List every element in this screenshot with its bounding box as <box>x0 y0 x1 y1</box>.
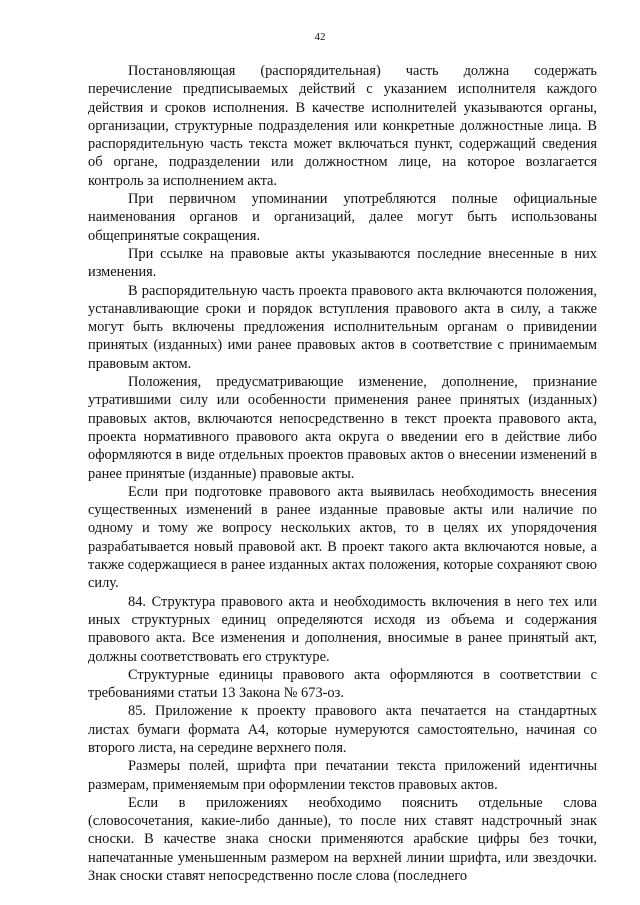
paragraph-amendments: Положения, предусматривающие изменение, дополнение, признание утратившими силу или особенности применения ранее принятых (изданных) правовых актов, включаются непосредственно в текст проекта правового акта, проекта нормативного правового акта округа о введении его в действие либо оформляются в виде отдельных проектов правовых актов о внесении изменений в ранее принятые (изданные) правовые акты. <box>88 374 597 482</box>
paragraph-legal-references: При ссылке на правовые акты указываются последние внесенные в них изменения. <box>88 245 597 281</box>
paragraph-margins-fonts: Размеры полей, шрифта при печатании текста приложений идентичны размерам, применяемым при оформлении текстов правовых актов. <box>88 758 597 793</box>
paragraph-structural-units: Структурные единицы правового акта оформляются в соответствии с требованиями статьи 13 Закона № 673-оз. <box>88 666 597 702</box>
paragraph-footnotes: Если в приложениях необходимо пояснить отдельные слова (словосочетания, какие-либо данные), то после них ставят надстрочный знак сноски. В качестве знака сноски применяются арабские цифры без точки, напечатанные уменьшенным размером на верхней линии шрифта, или звездочки. Знак сноски ставят непосредственно после слова (последнего <box>88 794 597 885</box>
paragraph-item-85: 85. Приложение к проекту правового акта печатается на стандартных листах бумаги формата А4, которые нумеруются самостоятельно, начиная со второго листа, на середине верхнего поля. <box>88 703 597 756</box>
page-number: 42 <box>314 31 326 43</box>
paragraph-first-mention: При первичном упоминании употребляются полные официальные наименования органов и организаций, далее могут быть использованы общепринятые сокращения. <box>88 191 597 244</box>
document-body <box>88 62 597 885</box>
paragraph-executive-part: Постановляющая (распорядительная) часть должна содержать перечисление предписываемых действий с указанием исполнителя каждого действия и сроков исполнения. В качестве исполнителей указываются органы, организации, структурные подразделения или конкретные должностные лица. В распорядительную часть текста может включаться пункт, содержащий сведения об органе, подразделении или должностном лице, на которое возлагается контроль за исполнением акта. <box>88 63 597 189</box>
paragraph-new-act: Если при подготовке правового акта выявилась необходимость внесения существенных изменений в ранее изданные правовые акты или наличие по одному и тому же вопросу нескольких актов, то в целях их упорядочения разрабатывается новый правовой акт. В проект такого акта включаются новые, а также содержащиеся в ранее изданных актах положения, которые сохраняют свою силу. <box>88 483 597 592</box>
paragraph-item-84: 84. Структура правового акта и необходимость включения в него тех или иных структурных единиц определяются исходя из объема и содержания правового акта. Все изменения и дополнения, вносимые в ранее принятый акт, должны соответствовать его структуре. <box>88 593 597 665</box>
paragraph-entry-into-force: В распорядительную часть проекта правового акта включаются положения, устанавливающие сроки и порядок вступления правового акта в силу, а также могут быть включены предложения исполнительным органам о привидении принятых (изданных) ими ранее правовых актов в соответствие с принимаемым правовым актом. <box>88 282 597 372</box>
